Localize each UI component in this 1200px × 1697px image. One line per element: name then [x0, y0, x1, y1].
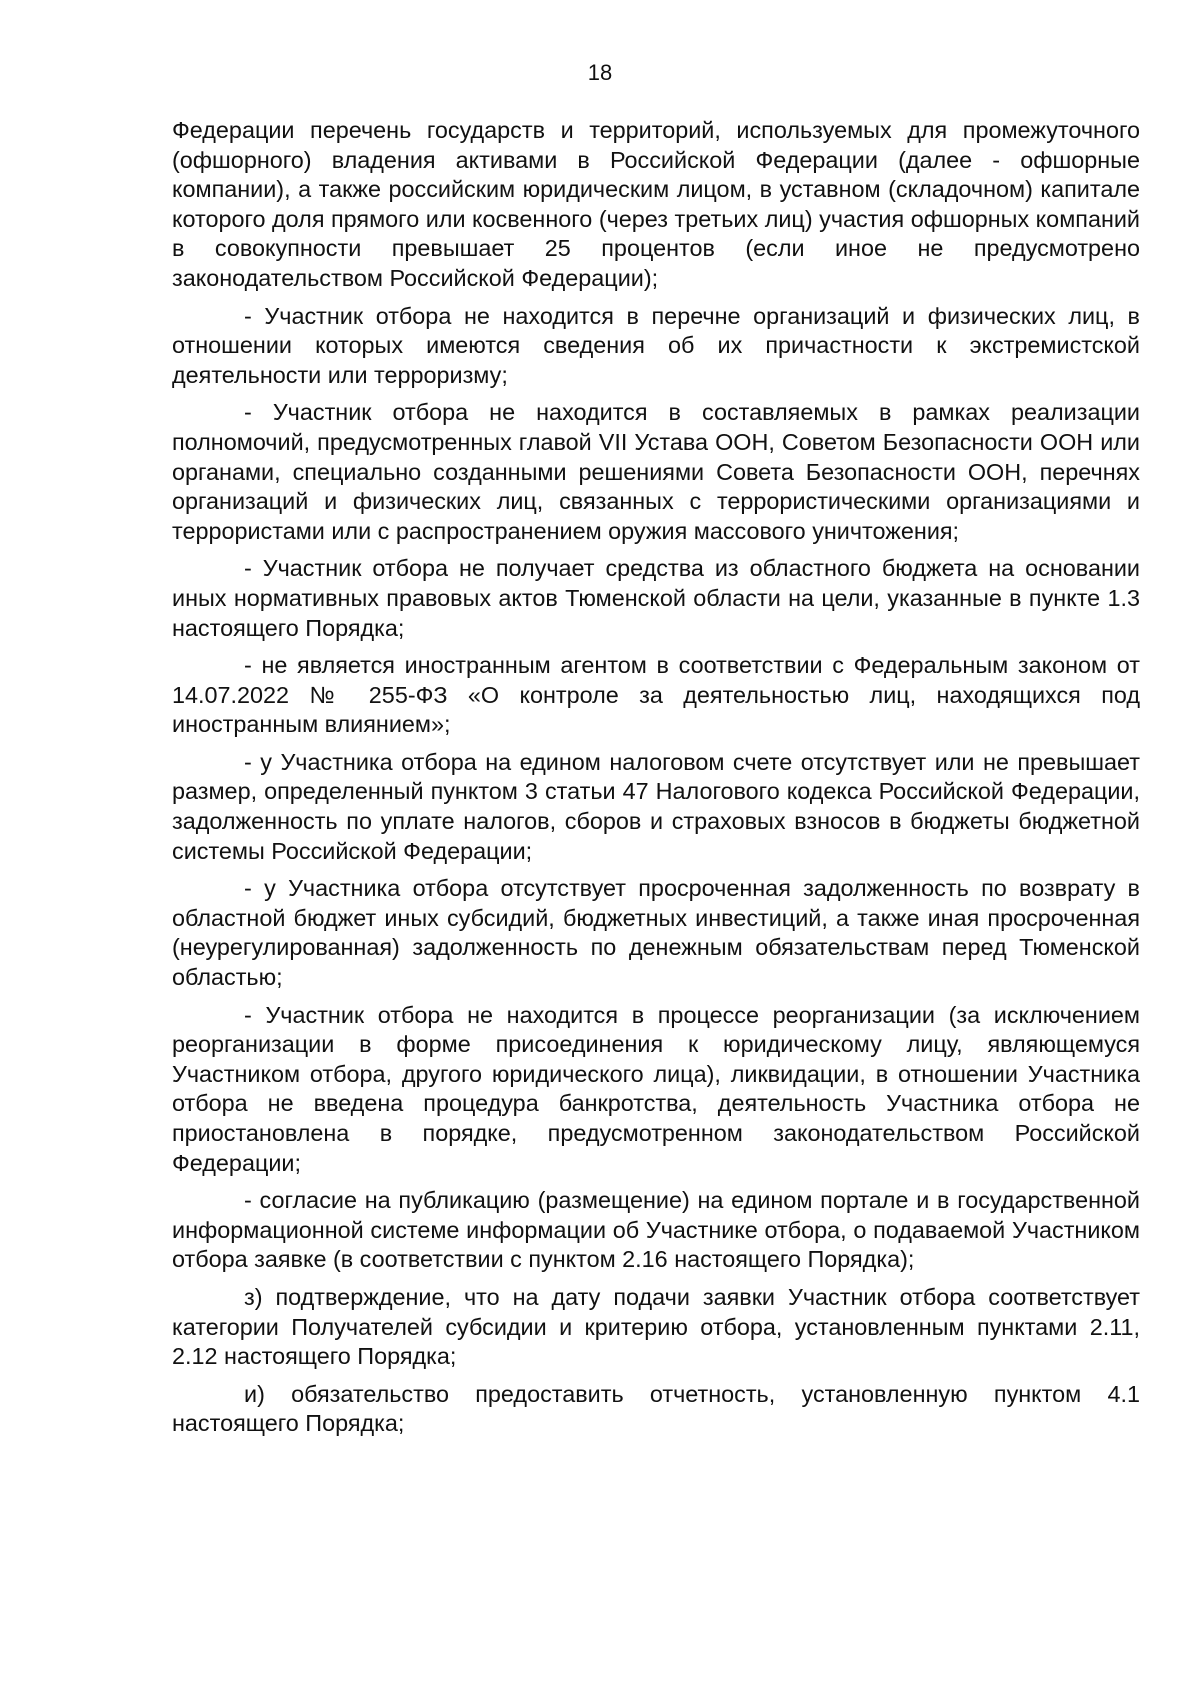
- paragraph-item-z: з) подтверждение, что на дату подачи заявки Участник отбора соответствует категории Получателей субсидии и критерию отбора, установленным пунктами 2.11, 2.12 настоящего Порядка;: [172, 1283, 1140, 1370]
- paragraph-continuation: Федерации перечень государств и территорий, используемых для промежуточного (офшорного) владения активами в Российской Федерации (далее - офшорные компании), а также российским юридическим лицом, в уставном (складочном) капитале которого доля прямого или косвенного (через третьих лиц) участия офшорных компаний в совокупности превышает 25 процентов (если иное не предусмотрено законодательством Российской Федерации);: [172, 117, 1140, 291]
- paragraph-reorganization: - Участник отбора не находится в процессе реорганизации (за исключением реорганизации в форме присоединения к юридическому лицу, являющемуся Участником отбора, другого юридического лица), ликвидации, в отношении Участника отбора не введена процедура банкротства, деятельность Участника отбора не приостановлена в порядке, предусмотренном законодательством Российской Федерации;: [172, 1001, 1140, 1176]
- paragraph-overdue-debt: - у Участника отбора отсутствует просроченная задолженность по возврату в областной бюджет иных субсидий, бюджетных инвестиций, а также иная просроченная (неурегулированная) задолженность по денежным обязательствам перед Тюменской областью;: [172, 875, 1140, 991]
- paragraph-foreign-agent: - не является иностранным агентом в соответствии с Федеральным законом от 14.07.2022 № 255-ФЗ «О контроле за деятельностью лиц, находящихся под иностранным влиянием»;: [172, 652, 1140, 738]
- paragraph-item-i: и) обязательство предоставить отчетность, установленную пунктом 4.1 настоящего Порядка;: [172, 1380, 1140, 1437]
- paragraph-tax-debt: - у Участника отбора на едином налоговом счете отсутствует или не превышает размер, определенный пунктом 3 статьи 47 Налогового кодекса Российской Федерации, задолженность по уплате налогов, сборов и страховых взносов в бюджеты бюджетной системы Российской Федерации;: [172, 748, 1140, 864]
- paragraph-extremism-list: - Участник отбора не находится в перечне организаций и физических лиц, в отношении которых имеются сведения об их причастности к экстремистской деятельности или терроризму;: [172, 302, 1140, 388]
- page-number: 18: [587, 60, 613, 85]
- document-body: [172, 116, 1140, 1447]
- paragraph-un-lists: - Участник отбора не находится в составляемых в рамках реализации полномочий, предусмотренных главой VII Устава ООН, Советом Безопасности ООН или органами, специально созданными решениями Совета Безопасности ООН, перечнях организаций и физических лиц, связанных с террористическими организациями и террористами или с распространением оружия массового уничтожения;: [172, 399, 1140, 544]
- paragraph-regional-budget-funds: - Участник отбора не получает средства из областного бюджета на основании иных нормативных правовых актов Тюменской области на цели, указанные в пункте 1.3 настоящего Порядка;: [172, 555, 1140, 641]
- paragraph-publication-consent: - согласие на публикацию (размещение) на едином портале и в государственной информационной системе информации об Участнике отбора, о подаваемой Участником отбора заявке (в соответствии с пунктом 2.16 настоящего Порядка);: [172, 1187, 1140, 1273]
